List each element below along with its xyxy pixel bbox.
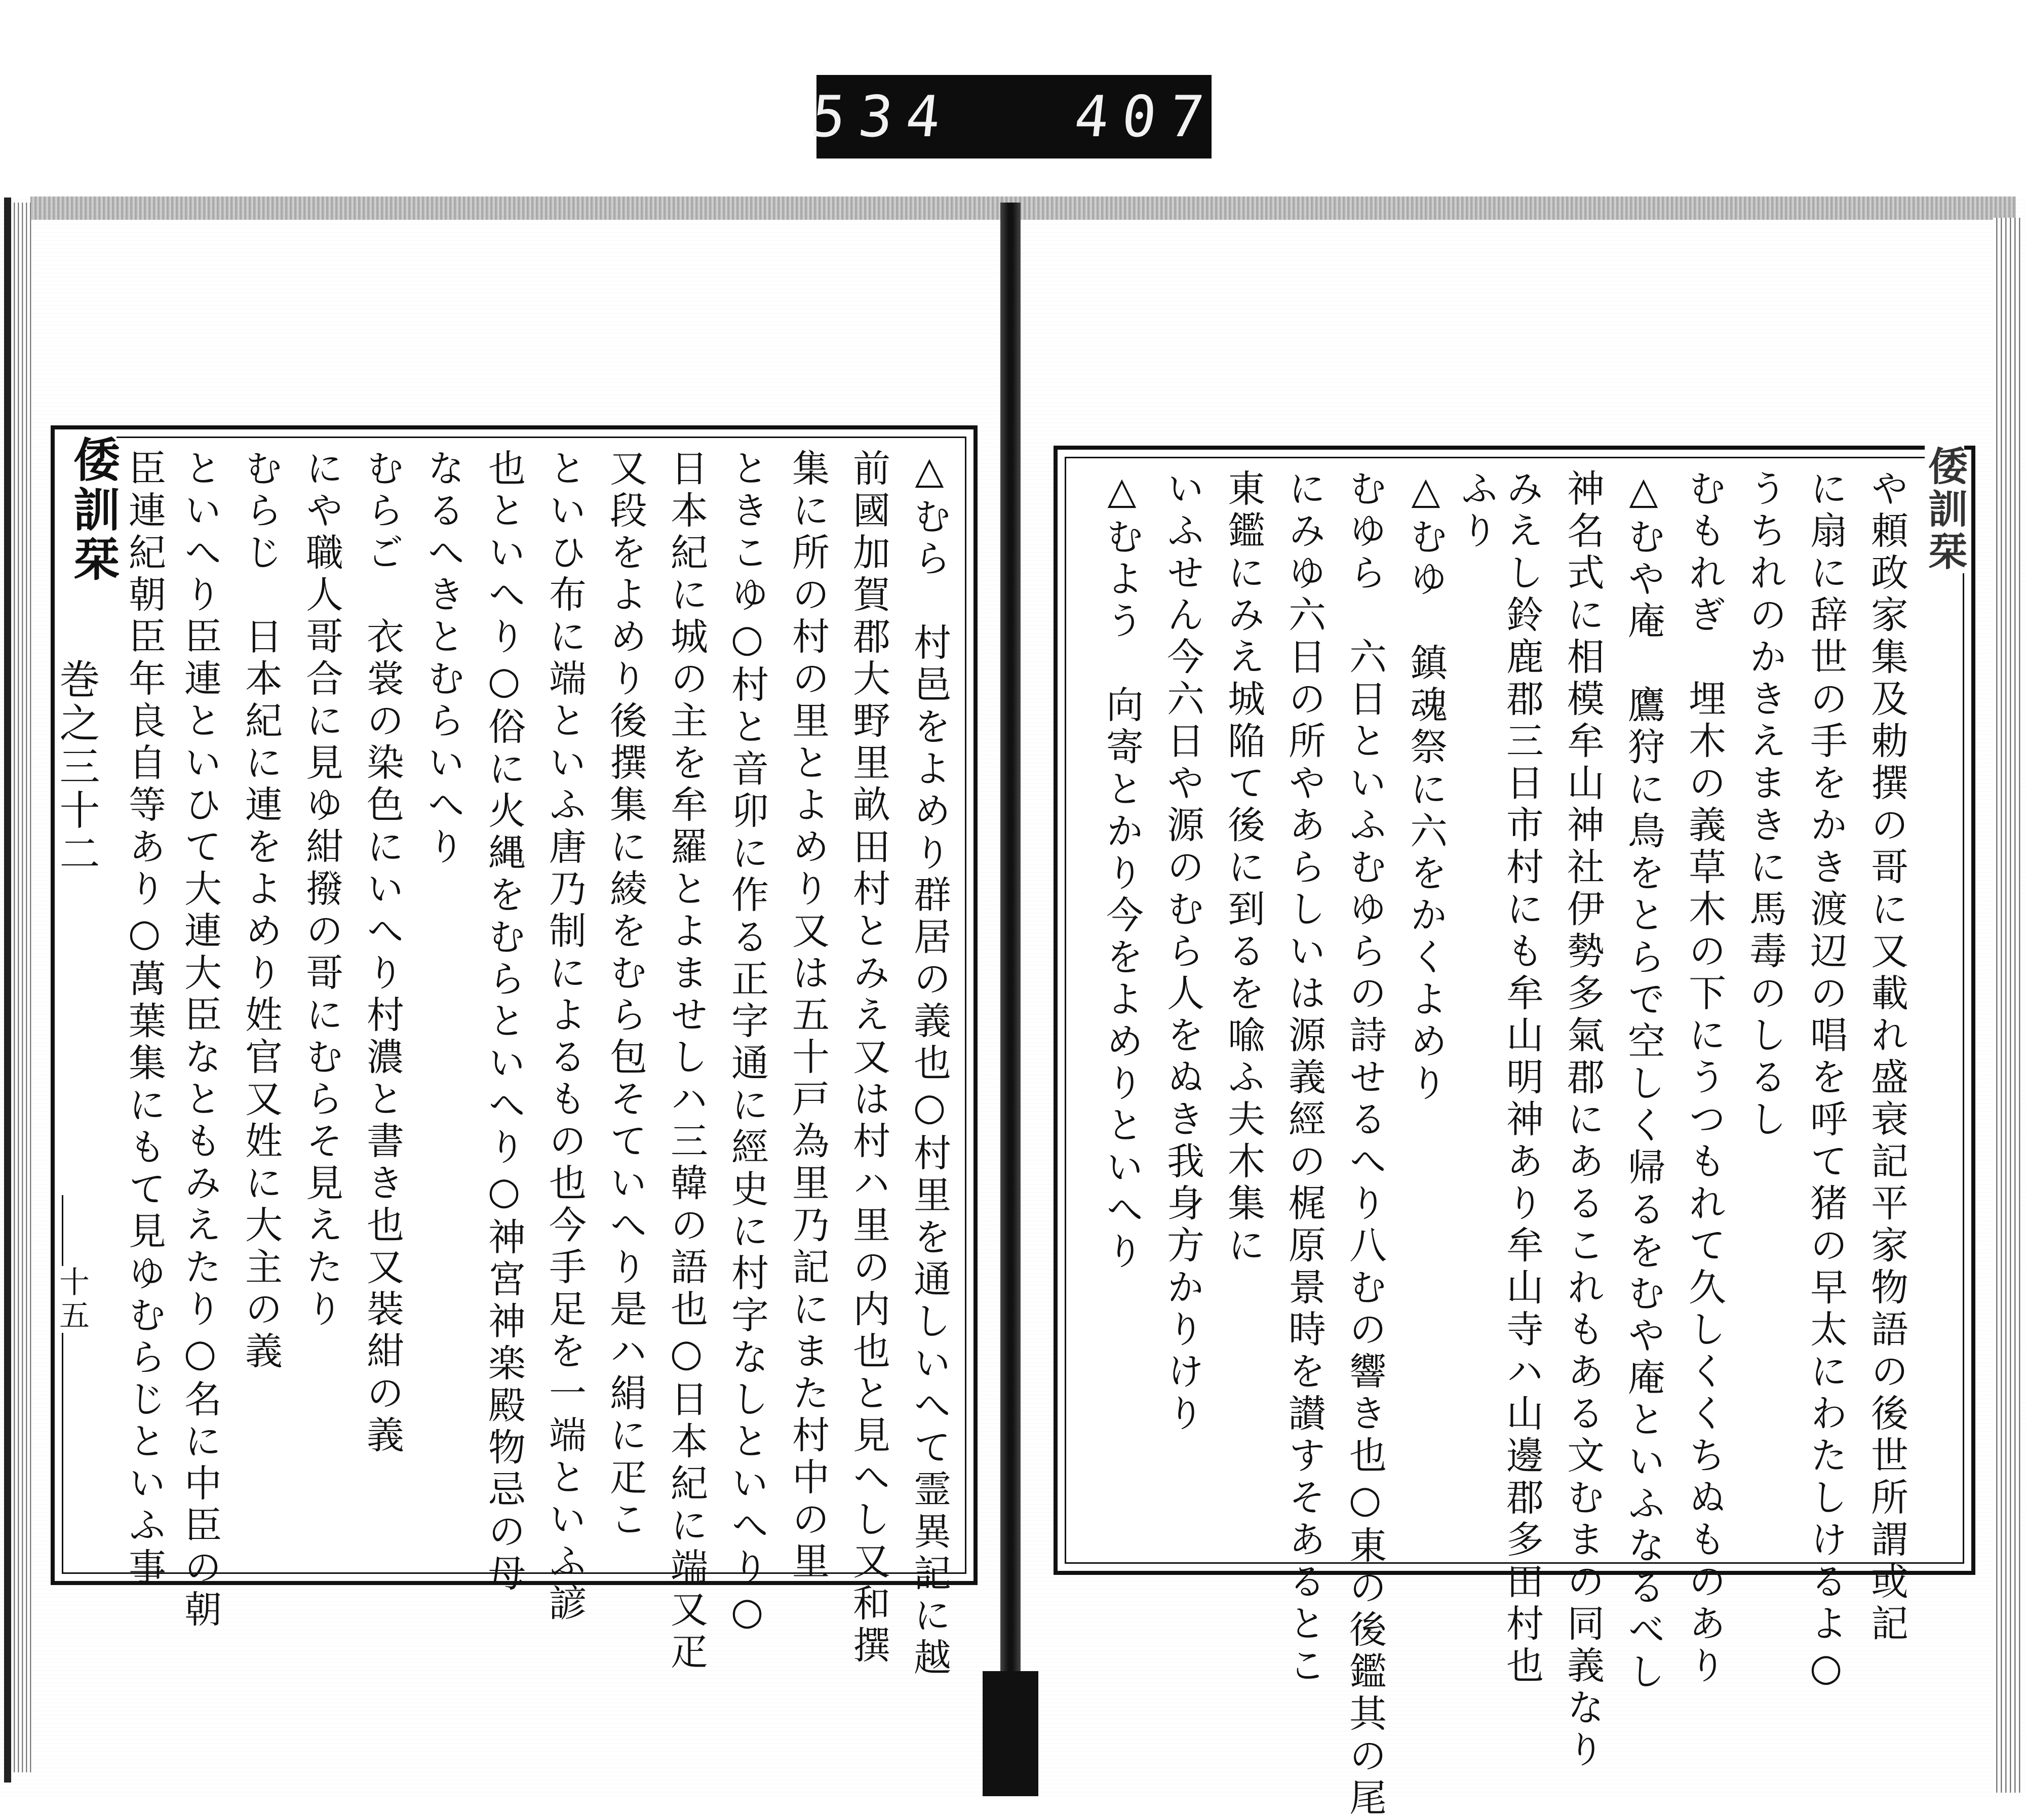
right-column-14: △むよう 向寄とかり今をよめりといへり bbox=[1100, 469, 1144, 1274]
right-column-2: に扇に辞世の手をかき渡辺の唱を呼て猪の早太にわたしけるよ○ bbox=[1804, 469, 1848, 1694]
left-page-frame bbox=[51, 425, 978, 1680]
spine-block bbox=[983, 1671, 1038, 1796]
right-column-12: 東鑑にみえ城陥て後に到るを喩ふ夫木集に bbox=[1222, 469, 1265, 1268]
right-page-frame bbox=[1054, 446, 1975, 1820]
left-folio-number: 十五 bbox=[54, 1266, 90, 1333]
left-column-13: といへり臣連といひて大連大臣なともみえたり○名に中臣の朝 bbox=[178, 449, 222, 1632]
right-column-1: や頼政家集及勅撰の哥に又載れ盛衰記平家物語の後世所謂或記 bbox=[1865, 469, 1908, 1646]
right-column-6: 神名式に相模牟山神社伊勢多氣郡にあるこれもある文むまの同義なり bbox=[1561, 469, 1605, 1772]
left-column-12: むらじ 日本紀に連をよめり姓官又姓に大主の義 bbox=[239, 449, 283, 1373]
left-book-edge bbox=[4, 197, 11, 1783]
left-column-7: といひ布に端といふ唐乃制によるもの也今手足を一端といふ諺 bbox=[543, 449, 587, 1626]
left-page-stack bbox=[11, 203, 31, 1772]
right-column-4: むもれぎ 埋木の義草木の下にうつもれて久しくくちぬものあり bbox=[1683, 469, 1726, 1688]
left-column-5: 日本紀に城の主を牟羅とよませしハ三韓の語也○日本紀に端又疋 bbox=[665, 449, 708, 1674]
left-column-1: △むら 村邑をよめり群居の義也○村里を通しいへて霊異記に越 bbox=[908, 449, 951, 1680]
page-top-edge bbox=[30, 196, 2016, 220]
right-column-10: むゆら 六日といふむゆらの詩せるへり八むの響き也○東の後鑑其の尾 bbox=[1343, 469, 1387, 1820]
right-column-5: △むや庵 鷹狩に鳥をとらで空しく帰るをむや庵といふなるべし bbox=[1622, 469, 1665, 1694]
left-column-11: にや職人哥合に見ゆ紺撥の哥にむらそ見えたり bbox=[300, 449, 343, 1331]
left-column-10: むらご 衣裳の染色にいへり村濃と書き也又裝紺の義 bbox=[361, 449, 404, 1457]
right-side-title: 倭訓栞 bbox=[1922, 446, 1968, 573]
left-column-4: ときこゆ○村と音卯に作る正字通に經史に村字なしといへり○ bbox=[725, 449, 769, 1638]
right-column-11: にみゆ六日の所やあらしいは源義經の梶原景時を讃すそあるとこ bbox=[1282, 469, 1326, 1688]
right-page-stack bbox=[1993, 218, 2021, 1793]
right-column-7: みえし鈴鹿郡三日市村にも牟山明神あり牟山寺ハ山邊郡多田村也 bbox=[1500, 469, 1544, 1688]
right-column-3: うちれのかきえまきに馬毒のしるし bbox=[1743, 469, 1787, 1141]
right-column-13: いふせん今六日や源のむら人をぬき我身方かりけり bbox=[1161, 469, 1204, 1436]
left-column-9: なるへきとむらいへり bbox=[421, 449, 465, 869]
catalog-number-label bbox=[807, 75, 1221, 159]
left-side-title: 倭訓栞 bbox=[56, 436, 116, 1195]
left-column-8: 也といへり○俗に火縄をむらといへり○神宮神楽殿物忌の母 bbox=[482, 449, 526, 1596]
catalog-number-left: 534 bbox=[807, 84, 957, 150]
left-column-6: 又段をよめり後撰集に綾をむら包そていへり是ハ絹に疋こ bbox=[604, 449, 647, 1541]
book-spine bbox=[1000, 203, 1021, 1796]
right-column-9: △むゆ 鎮魂祭に六をかくよめり bbox=[1404, 469, 1448, 1105]
left-column-2: 前國加賀郡大野里畝田村とみえ又は村ハ里の内也と見へし又和撰 bbox=[847, 449, 890, 1668]
left-column-14: 臣連紀朝臣年良自等あり○萬葉集にもて見ゆむらじといふ事 bbox=[123, 449, 166, 1590]
left-volume-label: 巻之三十二 bbox=[53, 658, 100, 876]
left-column-3: 集に所の村の里とよめり又は五十戸為里乃記にまた村中の里 bbox=[786, 449, 830, 1584]
catalog-number-right: 407 bbox=[1071, 84, 1221, 150]
right-column-8: ふり bbox=[1455, 469, 1498, 553]
